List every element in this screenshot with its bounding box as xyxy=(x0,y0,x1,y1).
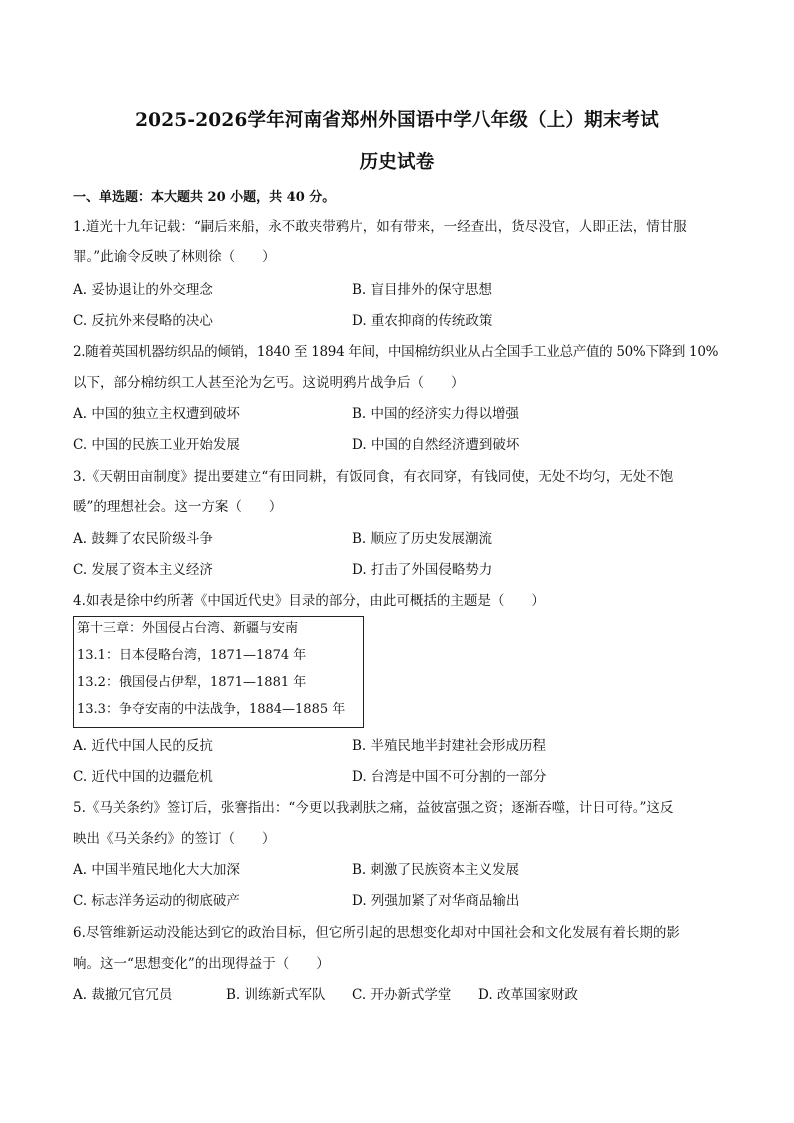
question-3-line-2: 暖”的理想社会。这一方案（ ） xyxy=(73,499,283,515)
question-6-option-b[interactable]: B. 训练新式军队 xyxy=(226,987,326,1003)
exam-title: 2025-2026学年河南省郑州外国语中学八年级（上）期末考试 xyxy=(135,110,659,131)
question-1-option-b[interactable]: B. 盲目排外的保守思想 xyxy=(352,282,493,298)
table-row-section-2: 13.2：俄国侵占伊犁，1871—1881 年 xyxy=(77,675,307,690)
question-4-line-1: 4.如表是徐中约所著《中国近代史》目录的部分，由此可概括的主题是（ ） xyxy=(73,593,545,609)
question-1-option-c[interactable]: C. 反抗外来侵略的决心 xyxy=(73,313,213,329)
exam-subtitle: 历史试卷 xyxy=(359,152,435,173)
question-2-option-b[interactable]: B. 中国的经济实力得以增强 xyxy=(352,406,520,422)
question-2-option-d[interactable]: D. 中国的自然经济遭到破坏 xyxy=(352,437,520,453)
question-1-option-d[interactable]: D. 重农抑商的传统政策 xyxy=(352,313,493,329)
question-2-line-2: 以下，部分棉纺织工人甚至沦为乞丐。这说明鸦片战争后（ ） xyxy=(73,375,465,391)
question-5-option-c[interactable]: C. 标志洋务运动的彻底破产 xyxy=(73,893,240,909)
question-4-option-b[interactable]: B. 半殖民地半封建社会形成历程 xyxy=(352,738,547,754)
table-row-chapter: 第十三章：外国侵占台湾、新疆与安南 xyxy=(77,621,299,636)
question-5-line-2: 映出《马关条约》的签订（ ） xyxy=(73,831,276,847)
question-3-option-b[interactable]: B. 顺应了历史发展潮流 xyxy=(352,531,493,547)
question-3-option-c[interactable]: C. 发展了资本主义经济 xyxy=(73,562,213,578)
section-heading: 一、单选题：本大题共 20 小题，共 40 分。 xyxy=(73,190,336,205)
question-2-option-a[interactable]: A. 中国的独立主权遭到破坏 xyxy=(73,406,240,422)
question-6-option-c[interactable]: C. 开办新式学堂 xyxy=(352,987,452,1003)
question-5-option-b[interactable]: B. 刺激了民族资本主义发展 xyxy=(352,862,520,878)
question-5-option-d[interactable]: D. 列强加紧了对华商品输出 xyxy=(352,893,520,909)
question-6-option-d[interactable]: D. 改革国家财政 xyxy=(478,987,578,1003)
question-5-line-1: 5.《马关条约》签订后，张謇指出：“今更以我剥肤之痛，益彼富强之资；逐渐吞噬，计日可待。”这反 xyxy=(73,800,674,816)
question-1-line-1: 1.道光十九年记载：“嗣后来船，永不敢夹带鸦片，如有带来，一经查出，货尽没官，人即正法，情甘服 xyxy=(73,219,687,235)
question-3-option-d[interactable]: D. 打击了外国侵略势力 xyxy=(352,562,493,578)
question-1-option-a[interactable]: A. 妥协退让的外交理念 xyxy=(73,282,213,298)
question-1-line-2: 罪。”此谕令反映了林则徐（ ） xyxy=(73,249,276,265)
question-2-option-c[interactable]: C. 中国的民族工业开始发展 xyxy=(73,437,240,453)
question-6-option-a[interactable]: A. 裁撤冗官冗员 xyxy=(73,987,173,1003)
question-2-line-1: 2.随着英国机器纺织品的倾销，1840 至 1894 年间，中国棉纺织业从占全国手工业总产值的 50%下降到 10% xyxy=(73,344,719,360)
table-row-section-1: 13.1：日本侵略台湾，1871—1874 年 xyxy=(77,648,307,663)
question-3-line-1: 3.《天朝田亩制度》提出要建立“有田同耕，有饭同食，有衣同穿，有钱同使，无处不均匀，无处不饱 xyxy=(73,469,674,485)
book-contents-table xyxy=(73,616,364,728)
question-6-line-2: 响。这一“思想变化”的出现得益于（ ） xyxy=(73,956,330,972)
question-4-option-a[interactable]: A. 近代中国人民的反抗 xyxy=(73,738,213,754)
question-6-line-1: 6.尽管维新运动没能达到它的政治目标，但它所引起的思想变化却对中国社会和文化发展有着长期的影 xyxy=(73,925,680,941)
question-4-option-c[interactable]: C. 近代中国的边疆危机 xyxy=(73,769,213,785)
question-3-option-a[interactable]: A. 鼓舞了农民阶级斗争 xyxy=(73,531,213,547)
question-5-option-a[interactable]: A. 中国半殖民地化大大加深 xyxy=(73,862,240,878)
table-row-section-3: 13.3：争夺安南的中法战争，1884—1885 年 xyxy=(77,702,346,717)
question-4-option-d[interactable]: D. 台湾是中国不可分割的一部分 xyxy=(352,769,547,785)
